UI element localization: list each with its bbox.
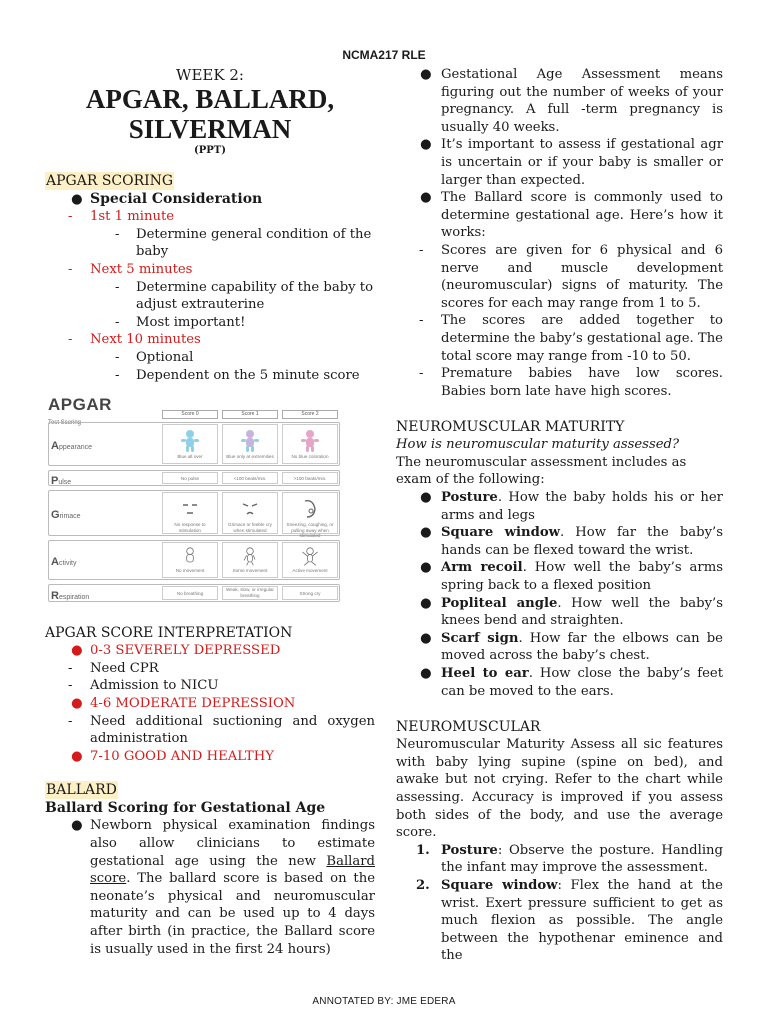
neuromuscular-heading: NEUROMUSCULAR: [396, 719, 541, 736]
ballard-paragraph: ● Newborn physical examination findings also allow clinicians to estimate gestational age using the new Ballard score. The ballard score is based on the neonate’s physical and neuromuscular maturity and can be used up to 4 days after birth (in practice, the Ballard score is usually used in the first 24 hours): [71, 818, 375, 957]
bullet-icon: ●: [420, 490, 432, 506]
bullet-icon: ●: [420, 137, 432, 153]
grimace-score-2: Sneezing, coughing, or pulling away when stimulated: [282, 492, 338, 534]
nm-step-1: 1. Posture: Observe the posture. Handling the infant may improve the assessment.: [416, 842, 723, 876]
bullet-icon: ●: [71, 695, 83, 711]
nm-item-arm-recoil: ● Arm recoil. How well the baby’s arms spring back to a flexed position: [420, 560, 723, 594]
ballard-dash-2: - The scores are added together to determine the baby’s gestational age. The total score may range from -10 to 50.: [419, 313, 723, 364]
nm-item-popliteal-angle: ● Popliteal angle. How well the baby’s knees bend and straighten.: [420, 595, 723, 629]
grimace-label: Grimace: [51, 509, 81, 522]
nm-step-2: 2. Square window: Flex the hand at the wrist. Exert pressure sufficient to get as much flexion as possible. The angle between the hypothenar eminence and the: [416, 877, 723, 964]
face-icon: [179, 497, 201, 521]
score-2-header: Score 2: [282, 410, 338, 419]
first-minute-item: - Determine general condition of the baby: [115, 226, 372, 260]
next5-item-1: - Determine capability of the baby to adjust extrauterine: [115, 279, 374, 313]
nm-maturity-intro: The neuromuscular assessment includes as exam of the following:: [396, 454, 687, 488]
ballard-heading: BALLARD: [46, 782, 117, 799]
bullet-icon: ●: [420, 67, 432, 82]
pulse-score-0: No pulse: [162, 472, 218, 484]
respiration-score-1: Weak, slow, or irregular breathing: [222, 586, 278, 600]
interp-cpr: - Need CPR: [68, 660, 159, 676]
nm-maturity-question: How is neuromuscular maturity assessed?: [396, 437, 680, 453]
nm-item-scarf-sign: ● Scarf sign. How far the elbows can be moved across the baby’s chest.: [420, 630, 723, 664]
face-icon: [299, 497, 321, 521]
apgar-table-figure: [46, 394, 346, 604]
respiration-score-2: Strong cry: [282, 586, 338, 600]
apgar-scoring-heading: APGAR SCORING: [46, 173, 174, 189]
baby-icon: [179, 547, 201, 567]
left-column: [45, 66, 375, 958]
bullet-icon: ●: [71, 818, 83, 834]
score-1-header: Score 1: [222, 410, 278, 419]
ballard-dash-3: - Premature babies have low scores. Babies born late have high scores.: [419, 366, 723, 399]
interp-severe: ● 0-3 SEVERELY DEPRESSED: [71, 643, 281, 659]
baby-icon: [239, 429, 261, 453]
respiration-label: Respiration: [51, 590, 90, 603]
activity-score-0: No movement: [162, 542, 218, 578]
appearance-score-0: Blue all over: [162, 424, 218, 464]
ppt-label: (PPT): [194, 145, 226, 156]
grimace-score-0: No response to stimulation: [162, 492, 218, 534]
bullet-icon: ●: [420, 666, 432, 681]
title-line-1: APGAR, BALLARD,: [85, 84, 335, 114]
interpretation-heading: APGAR SCORE INTERPRETATION: [45, 625, 293, 642]
week-label: WEEK 2:: [176, 66, 244, 84]
bullet-icon: ●: [71, 748, 83, 764]
document-footer: ANNOTATED BY: JME EDERA: [312, 996, 456, 1007]
right-column: [396, 66, 723, 965]
document-header: NCMA217 RLE: [342, 48, 426, 62]
baby-icon: [239, 547, 261, 567]
next10-item-1: - Optional: [115, 349, 194, 365]
baby-icon: [299, 547, 321, 567]
special-consideration: ● Special Consideration: [71, 190, 263, 207]
neuromuscular-paragraph: Neuromuscular Maturity Assess all sic features with baby lying supine (spine on bed), and awake but not crying. Refer to the chart while assessing. Accuracy is improved if you assess both sides of the body, and use the average score.: [396, 737, 723, 841]
apgar-figure-subtitle: Test Scoring: [48, 420, 82, 427]
interp-suction: - Need additional suctioning and oxygen administration: [68, 713, 375, 747]
next-5-minutes: - Next 5 minutes: [68, 261, 193, 277]
appearance-score-1: Blue only at extremities: [222, 424, 278, 464]
first-minute: - 1st 1 minute: [68, 209, 175, 225]
bullet-icon: ●: [420, 560, 432, 576]
title-line-2: SILVERMAN: [128, 114, 292, 144]
interp-moderate: ● 4-6 MODERATE DEPRESSION: [71, 695, 296, 711]
pulse-score-2: >100 beats/min.: [282, 472, 338, 484]
activity-score-1: Some movement: [222, 542, 278, 578]
next5-item-2: - Most important!: [115, 314, 246, 330]
gestational-bullet-1: ● Gestational Age Assessment means figuring out the number of weeks of your pregnancy. A full -term pregnancy is usually 40 weeks.: [420, 67, 723, 135]
activity-label: Activity: [51, 556, 77, 569]
nm-item-posture: ● Posture. How the baby holds his or her arms and legs: [420, 490, 723, 523]
grimace-score-1: Grimace or feeble cry when stimulated: [222, 492, 278, 534]
interp-nicu: - Admission to NICU: [68, 678, 219, 694]
bullet-icon: ●: [71, 643, 83, 659]
nm-item-square-window: ● Square window. How far the baby’s hands can be flexed toward the wrist.: [420, 525, 723, 558]
gestational-bullet-2: ● It’s important to assess if gestational agr is uncertain or if your baby is smaller or larger than expected.: [420, 137, 723, 188]
baby-icon: [179, 429, 201, 453]
respiration-score-0: No breathing: [162, 586, 218, 600]
gestational-bullet-3: ● The Ballard score is commonly used to determine gestational age. Here’s how it works:: [420, 190, 723, 241]
pulse-label: Pulse: [51, 475, 72, 488]
nm-item-heel-to-ear: ● Heel to ear. How close the baby’s feet can be moved to the ears.: [420, 666, 723, 699]
next10-item-2: - Dependent on the 5 minute score: [115, 367, 360, 383]
ballard-dash-1: - Scores are given for 6 physical and 6 nerve and muscle development (neuromuscular) signs of maturity. The scores for each may range from 1 to 5.: [419, 242, 723, 311]
pulse-score-1: <100 beats/min.: [222, 472, 278, 484]
baby-icon: [299, 429, 321, 453]
ballard-subheading: Ballard Scoring for Gestational Age: [45, 799, 326, 816]
bullet-icon: ●: [420, 525, 432, 541]
apgar-figure-title: APGAR: [48, 395, 112, 415]
ballard-score-link[interactable]: Ballard score: [90, 853, 375, 887]
bullet-icon: ●: [420, 595, 432, 611]
score-0-header: Score 0: [162, 410, 218, 419]
appearance-label: Appearance: [51, 440, 93, 453]
next-10-minutes: - Next 10 minutes: [68, 332, 201, 348]
appearance-score-2: No blue coloration: [282, 424, 338, 464]
bullet-icon: ●: [71, 191, 83, 207]
interp-good: ● 7-10 GOOD AND HEALTHY: [71, 748, 274, 764]
activity-score-2: Active movement: [282, 542, 338, 578]
bullet-icon: ●: [420, 630, 432, 646]
nm-maturity-heading: NEUROMUSCULAR MATURITY: [396, 419, 625, 436]
face-icon: [239, 497, 261, 521]
bullet-icon: ●: [420, 190, 432, 206]
